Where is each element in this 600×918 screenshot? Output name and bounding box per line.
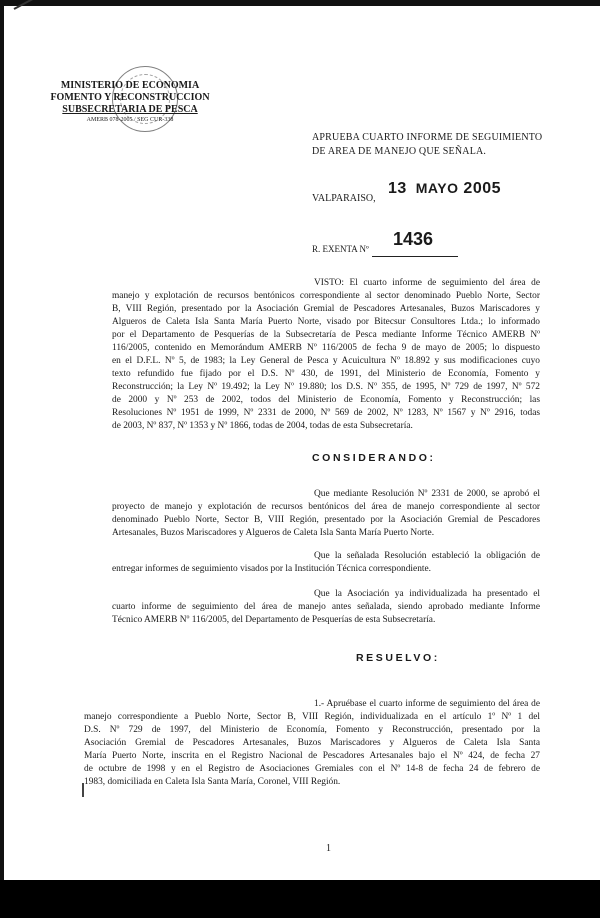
- date-year: 2005: [463, 180, 502, 197]
- resuelvo-heading: RESUELVO:: [356, 652, 440, 664]
- visto-line: de 2003, Nº 837, Nº 1353 y Nº 1866, todas de 2004, todas de esta Subsecretaría.: [112, 421, 413, 431]
- considerando-line: denominado Pueblo Norte, Sector B, VIII Región, presentado por la Asociación Gremial de Pescadores: [112, 515, 540, 525]
- ministry-line-3: SUBSECRETARIA DE PESCA: [62, 104, 198, 115]
- resolution-label: R. EXENTA Nº: [312, 244, 369, 254]
- visto-line: texto refundido fue fijado por el D.S. Nº 430, de 1991, del Ministerio de Economía, Fomento y: [112, 369, 540, 379]
- date-place: VALPARAISO,: [312, 193, 376, 204]
- resolution-underline: [372, 256, 458, 257]
- page-number: 1: [326, 843, 331, 854]
- visto-line: 116/2005, contenido en Memorándum AMERB Nº 116/2005 de fecha 9 de mayo de 2005; lo dispuesto: [112, 343, 540, 353]
- resuelvo-line: María Puerto Norte, inscrita en el Registro Nacional de Pescadores Artesanales bajo el Nº 424, de fecha 27: [84, 751, 540, 761]
- considerando-line: cuarto informe de seguimiento del área de manejo antes señalada, siendo aprobado mediante Informe: [112, 602, 540, 612]
- scan-edge-top: [0, 0, 600, 6]
- visto-line: de 2000 y Nº 253 de 2002, todos del Ministerio de Economía, Fomento y Reconstrucción; las: [112, 395, 540, 405]
- date-stamp: [388, 180, 501, 198]
- margin-tick: [82, 783, 84, 797]
- considerando-line: Que mediante Resolución Nº 2331 de 2000, se aprobó el: [314, 489, 540, 499]
- subject-line-2: DE AREA DE MANEJO QUE SEÑALA.: [312, 146, 487, 157]
- visto-line: por el Departamento de Pesquerías de la Subsecretaría de Pesca mediante Informe Técnico AMERB Nº: [112, 330, 540, 340]
- visto-line: Resoluciones Nº 1951 de 1999, Nº 2331 de 2000, Nº 569 de 2002, Nº 1283, Nº 1567 y Nº 2916, todas: [112, 408, 540, 418]
- considerando-heading: CONSIDERANDO:: [312, 452, 436, 464]
- scan-edge-left: [0, 0, 4, 918]
- resuelvo-line: manejo correspondiente a Pueblo Norte, Sector B, VIII Región, individualizada en el artículo 1º Nº 1 del: [84, 712, 540, 722]
- considerando-line: Que la señalada Resolución estableció la obligación de: [314, 551, 540, 561]
- resolution-number: 1436: [393, 229, 434, 249]
- considerando-paragraph-3: [112, 588, 540, 627]
- visto-line: B, VIII Región, presentado por la Asociación Gremial de Pescadores Artesanales, Buzos Mariscadores y: [112, 304, 540, 314]
- visto-line: VISTO: El cuarto informe de seguimiento del área de: [314, 278, 540, 288]
- resuelvo-line: Asociación Gremial de Pescadores Artesanales, Buzos Mariscadores y Algueros de Caleta Isla Santa: [84, 738, 540, 748]
- resuelvo-line: de octubre de 1998 y en el Registro de Asociaciones Gremiales con el Nº 14-8 de fecha 24 de febrero de: [84, 764, 540, 774]
- considerando-line: proyecto de manejo y explotación de recursos bentónicos del área de manejo correspondiente al sector: [112, 502, 540, 512]
- visto-line: manejo y explotación de recursos bentónicos correspondiente al sector denominado Pueblo Norte, Sector: [112, 291, 540, 301]
- considerando-line: Técnico AMERB Nº 116/2005, del Departamento de Pesquerías de esta Subsecretaría.: [112, 615, 436, 625]
- ministry-line-2: FOMENTO Y RECONSTRUCCION: [50, 92, 210, 103]
- ministry-line-1: MINISTERIO DE ECONOMIA: [60, 80, 200, 91]
- visto-line: Reconstrucción; la Ley Nº 19.492; la Ley Nº 19.880; los D.S. Nº 355, de 1995, Nº 729 de 1997, Nº 572: [112, 382, 540, 392]
- considerando-paragraph-1: [112, 488, 540, 540]
- ministry-letterhead: [40, 80, 220, 124]
- subject-line-1: APRUEBA CUARTO INFORME DE SEGUIMIENTO: [312, 132, 543, 143]
- considerando-line: entregar informes de seguimiento visados por la Institución Técnica correspondiente.: [112, 564, 431, 574]
- date-day: 13: [388, 180, 407, 197]
- ministry-line-4: AMERB 078-2005 / SEG CUR-338: [86, 117, 174, 123]
- visto-paragraph: [112, 277, 540, 433]
- visto-line: Algueros de Caleta Isla Santa María Puerto Norte, visado por Bitecsur Consultores Ltda.; lo informado: [112, 317, 540, 327]
- scan-edge-bottom: [0, 880, 600, 918]
- date-month: MAYO: [415, 180, 459, 196]
- considerando-line: Artesanales, Buzos Mariscadores y Algueros de Caleta Isla Santa María Puerto Norte.: [112, 528, 435, 538]
- resuelvo-line: D.S. Nº 729 de 1997, del Ministerio de Economía, Fomento y Reconstrucción, presentado por la: [84, 725, 540, 735]
- considerando-paragraph-2: [112, 550, 540, 576]
- resuelvo-line: 1983, domiciliada en Caleta Isla Santa María, Coronel, VIII Región.: [84, 777, 341, 787]
- visto-line: en el D.F.L. Nº 5, de 1983; la Ley General de Pesca y Acuicultura Nº 18.892 y sus modificaciones cuyo: [112, 356, 540, 366]
- resuelvo-line: 1.- Apruébase el cuarto informe de seguimiento del área de: [314, 699, 540, 709]
- document-subject: [312, 131, 542, 159]
- resuelvo-paragraph-1: [84, 698, 540, 789]
- considerando-line: Que la Asociación ya individualizada ha presentado el: [314, 589, 540, 599]
